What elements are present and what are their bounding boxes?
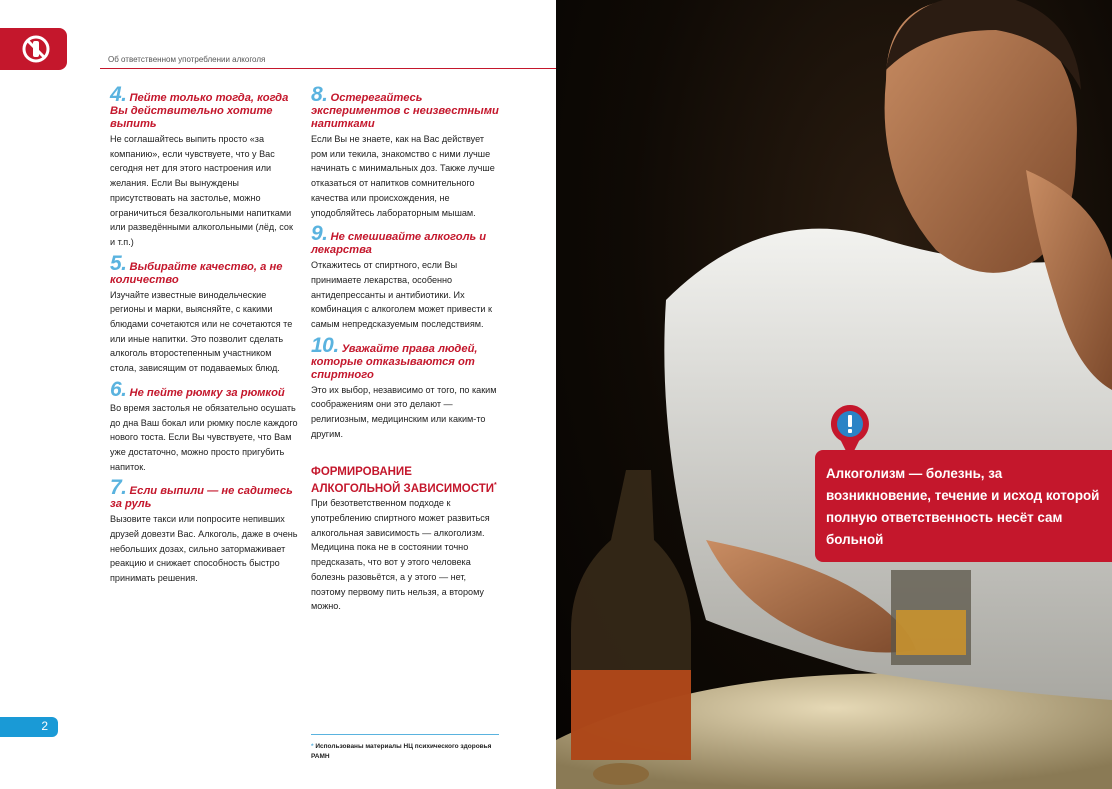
footnote bbox=[311, 742, 501, 762]
man-with-bottle-photo bbox=[556, 0, 1112, 789]
tip-title: Не пейте рюмку за рюмкой bbox=[129, 386, 285, 399]
tip-item bbox=[110, 377, 300, 475]
tip-item bbox=[311, 83, 501, 220]
page-number: 2 bbox=[41, 719, 48, 733]
bottle-liquid bbox=[571, 670, 691, 760]
no-alcohol-badge bbox=[0, 28, 67, 70]
photo-illustration bbox=[556, 0, 1112, 789]
tip-heading bbox=[110, 377, 300, 401]
tip-heading bbox=[110, 476, 300, 511]
section-body: При безответственном подходе к употреблению спиртного может развиться алкогольная зависимость — алкоголизм. Медицина пока не в состоянии точно предсказать, что вот у этого человека болезнь разовьётся, а у этого — нет, поэтому первому пить нельзя, а второму можно. bbox=[311, 498, 490, 612]
tip-item bbox=[110, 83, 300, 250]
tip-body: Во время застолья не обязательно осушать до дна Ваш бокал или рюмку после каждого нового тоста. Если Вы чувствуете, что Вам уже достаточно, можно просто пригубить напиток. bbox=[110, 402, 298, 472]
no-bottle-icon bbox=[21, 34, 51, 64]
tip-number: 5. bbox=[110, 251, 127, 275]
tip-body: Не соглашайтесь выпить просто «за компанию», если чувствуете, что у Вас сегодня нет для этого настроения или желания. Если Вы вынуждены присутствовать на застолье, можно ограничиться безалкогольными напитками или разведёнными алкогольными (лёд, сок и т.п.) bbox=[110, 134, 293, 247]
callout-box bbox=[815, 450, 1112, 562]
section-footnote-mark: * bbox=[494, 481, 497, 489]
tip-number: 7. bbox=[110, 476, 127, 500]
header-divider bbox=[100, 68, 556, 69]
column-right bbox=[311, 83, 501, 614]
tip-body: Это их выбор, независимо от того, по каким соображениям они это делают — религиозным, медицинским или каким-то другим. bbox=[311, 384, 497, 439]
tip-item bbox=[311, 333, 501, 442]
tip-number: 8. bbox=[311, 83, 328, 106]
footnote-text: Использованы материалы НЦ психического здоровья РАМН bbox=[311, 743, 492, 760]
tip-number: 10. bbox=[311, 333, 339, 357]
glass-liquid bbox=[896, 610, 966, 655]
tip-number: 6. bbox=[110, 377, 127, 401]
footnote-divider bbox=[311, 734, 499, 735]
cork bbox=[593, 763, 649, 785]
tip-heading bbox=[311, 222, 501, 257]
tip-title: Не смешивайте алкоголь и лекарства bbox=[311, 231, 487, 257]
tip-body: Если Вы не знаете, как на Вас действует ром или текила, знакомство с ними лучше начинать с минимальных доз. Также лучше отказаться от напитков сомнительного качества или происхождения, не уподобляйтесь лабораторным мышам. bbox=[311, 134, 495, 218]
page-number-tab bbox=[0, 717, 58, 737]
section-title-text: ФОРМИРОВАНИЕ АЛКОГОЛЬНОЙ ЗАВИСИМОСТИ bbox=[311, 465, 495, 495]
tip-title: Выбирайте качество, а не количество bbox=[110, 260, 283, 286]
tip-item bbox=[110, 251, 300, 376]
section-title bbox=[311, 466, 501, 496]
header-title: Об ответственном употреблении алкоголя bbox=[108, 55, 266, 64]
tip-heading bbox=[110, 83, 300, 131]
column-left bbox=[110, 83, 300, 593]
footnote-mark: * bbox=[311, 743, 314, 750]
tip-title: Если выпили — не садитесь за руль bbox=[110, 485, 293, 511]
tip-heading bbox=[311, 333, 501, 382]
tip-body: Изучайте известные винодельческие регионы и марки, выясняйте, с какими блюдами сочетаются или не сочетаются те или иные напитки. Это позволит сделать алкоголь второстепенным участником стола, зависящим от подаваемых блюд. bbox=[110, 289, 293, 374]
callout-text: Алкоголизм — болезнь, за возникновение, течение и исход которой полную ответственность несёт сам больной bbox=[826, 466, 1100, 547]
tip-title: Уважайте права людей, которые отказываются от спиртного bbox=[311, 342, 478, 381]
tip-number: 9. bbox=[311, 222, 328, 246]
tip-heading bbox=[311, 83, 501, 131]
tip-title: Остерегайтесь экспериментов с неизвестными напитками bbox=[311, 92, 499, 130]
tip-title: Пейте только тогда, когда Вы действительно хотите выпить bbox=[110, 92, 289, 130]
tip-item bbox=[110, 476, 300, 586]
tip-body: Вызовите такси или попросите непивших друзей довезти Вас. Алкоголь, даже в очень небольших дозах, сильно затормаживает реакцию и снижает способность быстро принимать решения. bbox=[110, 514, 298, 584]
tip-body: Откажитесь от спиртного, если Вы принимаете лекарства, особенно антидепрессанты и антибиотики. Их комбинация с алкоголем может привести к самым непредсказуемым последствиям. bbox=[311, 260, 492, 330]
tip-heading bbox=[110, 251, 300, 287]
tip-number: 4. bbox=[110, 83, 127, 106]
tip-item bbox=[311, 222, 501, 332]
